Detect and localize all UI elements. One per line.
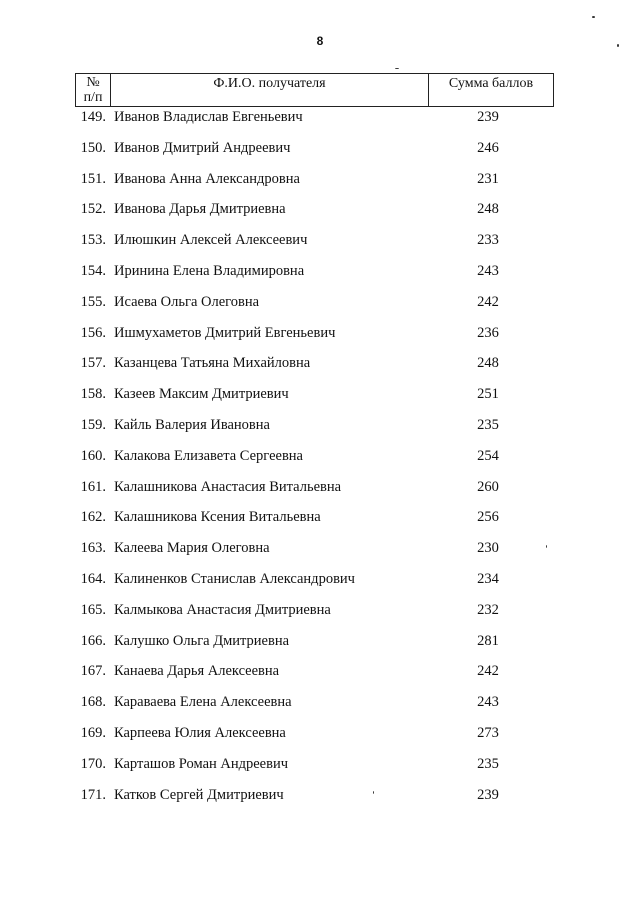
scan-speck bbox=[592, 16, 595, 18]
header-score-label: Сумма баллов bbox=[448, 76, 534, 91]
row-score: 251 bbox=[477, 386, 499, 403]
row-number: 159. bbox=[80, 417, 106, 433]
row-name: Калушко Ольга Дмитриевна bbox=[114, 632, 290, 649]
table-row bbox=[0, 291, 640, 313]
row-name: Илюшкин Алексей Алексеевич bbox=[114, 232, 308, 249]
row-score: 246 bbox=[477, 139, 499, 156]
row-number: 149. bbox=[80, 109, 106, 125]
row-number: 158. bbox=[80, 386, 106, 403]
row-score: 242 bbox=[477, 663, 499, 680]
page-number: 8 bbox=[316, 34, 324, 48]
table-row bbox=[0, 352, 640, 374]
table-row bbox=[0, 568, 640, 590]
table-row bbox=[0, 753, 640, 775]
header-name-cell bbox=[111, 74, 429, 106]
row-score: 273 bbox=[477, 725, 499, 741]
table-header bbox=[75, 73, 554, 107]
row-number: 161. bbox=[80, 478, 106, 495]
row-score: 235 bbox=[477, 755, 499, 772]
table-row bbox=[0, 198, 640, 220]
row-number: 153. bbox=[80, 232, 106, 249]
row-score: 243 bbox=[477, 263, 499, 279]
row-score: 239 bbox=[477, 109, 499, 125]
row-number: 160. bbox=[80, 447, 106, 464]
row-score: 260 bbox=[477, 478, 499, 495]
table-row bbox=[0, 630, 640, 652]
row-score: 233 bbox=[477, 232, 499, 249]
row-number: 167. bbox=[80, 663, 106, 680]
table-row bbox=[0, 383, 640, 405]
row-name: Калакова Елизавета Сергеевна bbox=[114, 447, 303, 464]
table-row bbox=[0, 660, 640, 682]
row-score: 236 bbox=[477, 324, 499, 341]
table-row bbox=[0, 229, 640, 251]
table-row bbox=[0, 260, 640, 282]
row-name: Калмыкова Анастасия Дмитриевна bbox=[114, 601, 331, 618]
row-name: Калиненков Станислав Александрович bbox=[114, 571, 355, 587]
row-number: 170. bbox=[80, 755, 106, 772]
table-row bbox=[0, 691, 640, 713]
row-number: 162. bbox=[80, 509, 106, 526]
scan-speck bbox=[617, 44, 619, 47]
row-score: 234 bbox=[477, 571, 499, 587]
row-number: 166. bbox=[80, 632, 106, 649]
table-row bbox=[0, 414, 640, 436]
table-row bbox=[0, 537, 640, 559]
table-row bbox=[0, 106, 640, 128]
row-score: 230 bbox=[477, 540, 499, 557]
table-row bbox=[0, 506, 640, 528]
header-number-sublabel: п/п bbox=[83, 90, 103, 105]
table-row bbox=[0, 137, 640, 159]
row-score: 239 bbox=[477, 786, 499, 803]
row-number: 151. bbox=[80, 170, 106, 187]
header-name-label: Ф.И.О. получателя bbox=[213, 76, 326, 91]
row-name: Катков Сергей Дмитриевич bbox=[114, 786, 284, 803]
row-name: Иринина Елена Владимировна bbox=[114, 263, 305, 279]
row-score: 281 bbox=[477, 632, 499, 649]
table-row bbox=[0, 599, 640, 621]
row-number: 165. bbox=[80, 601, 106, 618]
row-number: 155. bbox=[80, 293, 106, 310]
row-name: Калеева Мария Олеговна bbox=[114, 540, 270, 557]
header-number-label: № bbox=[86, 75, 100, 90]
row-score: 254 bbox=[477, 447, 499, 464]
row-name: Иванов Дмитрий Андреевич bbox=[114, 139, 291, 156]
row-name: Иванова Дарья Дмитриевна bbox=[114, 201, 286, 218]
row-name: Канаева Дарья Алексеевна bbox=[114, 663, 280, 680]
table-row bbox=[0, 476, 640, 498]
table-row bbox=[0, 168, 640, 190]
row-score: 248 bbox=[477, 355, 499, 372]
row-name: Караваева Елена Алексеевна bbox=[114, 694, 292, 711]
row-name: Карташов Роман Андреевич bbox=[114, 755, 289, 772]
row-number: 164. bbox=[80, 571, 106, 587]
row-number: 152. bbox=[80, 201, 106, 218]
row-name: Казанцева Татьяна Михайловна bbox=[114, 355, 311, 372]
row-score: 242 bbox=[477, 293, 499, 310]
row-number: 150. bbox=[80, 139, 106, 156]
row-name: Карпеева Юлия Алексеевна bbox=[114, 725, 286, 741]
row-score: 256 bbox=[477, 509, 499, 526]
table-row bbox=[0, 322, 640, 344]
row-score: 243 bbox=[477, 694, 499, 711]
row-number: 157. bbox=[80, 355, 106, 372]
row-name: Ишмухаметов Дмитрий Евгеньевич bbox=[114, 324, 336, 341]
row-score: 232 bbox=[477, 601, 499, 618]
row-name: Калашникова Ксения Витальевна bbox=[114, 509, 321, 526]
row-name: Исаева Ольга Олеговна bbox=[114, 293, 260, 310]
row-number: 169. bbox=[80, 725, 106, 741]
row-number: 156. bbox=[80, 324, 106, 341]
row-score: 231 bbox=[477, 170, 499, 187]
row-name: Калашникова Анастасия Витальевна bbox=[114, 478, 342, 495]
row-number: 154. bbox=[80, 263, 106, 279]
scan-speck bbox=[395, 68, 399, 69]
row-number: 171. bbox=[80, 786, 106, 803]
header-score-cell bbox=[429, 74, 553, 106]
table-row bbox=[0, 722, 640, 744]
row-name: Иванова Анна Александровна bbox=[114, 170, 300, 187]
row-name: Казеев Максим Дмитриевич bbox=[114, 386, 289, 403]
row-score: 248 bbox=[477, 201, 499, 218]
row-name: Кайль Валерия Ивановна bbox=[114, 417, 270, 433]
row-name: Иванов Владислав Евгеньевич bbox=[114, 109, 303, 125]
row-score: 235 bbox=[477, 417, 499, 433]
header-number-cell bbox=[76, 74, 111, 106]
row-number: 163. bbox=[80, 540, 106, 557]
table-row bbox=[0, 784, 640, 806]
row-number: 168. bbox=[80, 694, 106, 711]
table-row bbox=[0, 445, 640, 467]
